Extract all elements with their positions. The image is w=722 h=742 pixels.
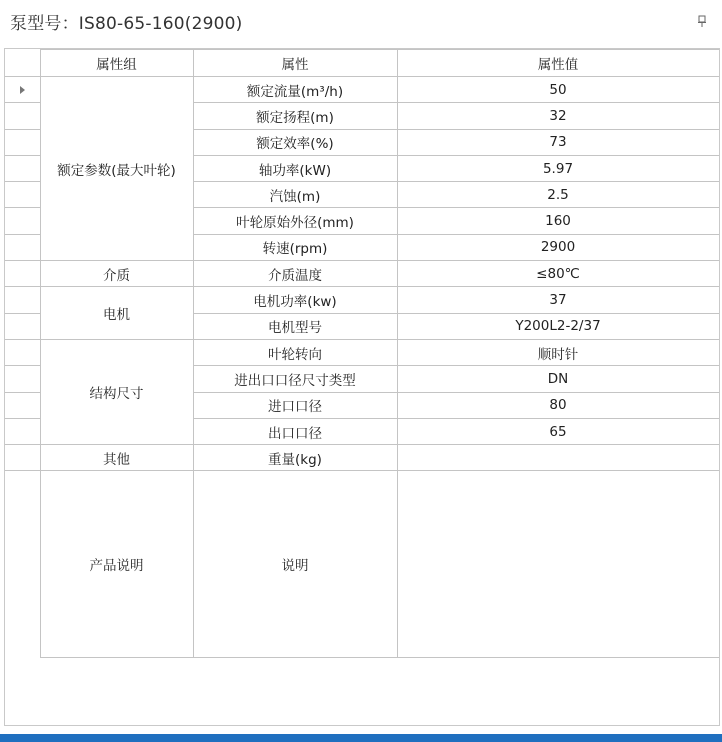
row-header[interactable]	[5, 366, 40, 392]
group-cell[interactable]: 额定参数(最大叶轮)	[40, 77, 193, 261]
column-header-value[interactable]: 属性值	[397, 50, 719, 77]
row-header[interactable]	[5, 287, 40, 313]
pin-icon[interactable]	[693, 12, 711, 30]
attribute-cell[interactable]: 电机功率(kw)	[193, 287, 397, 313]
attribute-cell[interactable]: 重量(kg)	[193, 445, 397, 471]
row-header[interactable]	[5, 182, 40, 208]
attribute-cell[interactable]: 轴功率(kW)	[193, 155, 397, 181]
row-header[interactable]	[5, 103, 40, 129]
value-cell[interactable]: DN	[397, 366, 719, 392]
attribute-cell[interactable]: 叶轮原始外径(mm)	[193, 208, 397, 234]
value-cell[interactable]: 2900	[397, 234, 719, 260]
row-header[interactable]	[5, 208, 40, 234]
attribute-cell[interactable]: 电机型号	[193, 313, 397, 339]
value-cell[interactable]	[397, 445, 719, 471]
attribute-cell[interactable]: 额定扬程(m)	[193, 103, 397, 129]
group-cell[interactable]: 结构尺寸	[40, 339, 193, 444]
attribute-cell[interactable]: 转速(rpm)	[193, 234, 397, 260]
table-row[interactable]	[5, 261, 719, 287]
attribute-cell[interactable]: 额定效率(%)	[193, 129, 397, 155]
row-header[interactable]	[5, 261, 40, 287]
value-cell[interactable]: 37	[397, 287, 719, 313]
row-header[interactable]	[5, 129, 40, 155]
current-row-indicator-icon	[20, 86, 25, 94]
attribute-cell[interactable]: 汽蚀(m)	[193, 182, 397, 208]
value-cell[interactable]: 160	[397, 208, 719, 234]
group-cell[interactable]: 其他	[40, 445, 193, 471]
value-cell[interactable]: 32	[397, 103, 719, 129]
value-cell[interactable]: 65	[397, 418, 719, 444]
table-row[interactable]	[5, 339, 719, 365]
value-cell[interactable]: 2.5	[397, 182, 719, 208]
attribute-cell[interactable]: 介质温度	[193, 261, 397, 287]
value-cell[interactable]: ≤80℃	[397, 261, 719, 287]
row-header[interactable]	[5, 445, 40, 471]
value-cell[interactable]: Y200L2-2/37	[397, 313, 719, 339]
table-row[interactable]	[5, 287, 719, 313]
table-row[interactable]	[5, 471, 719, 658]
attribute-cell[interactable]: 说明	[193, 471, 397, 658]
group-cell[interactable]: 介质	[40, 261, 193, 287]
value-cell[interactable]: 顺时针	[397, 339, 719, 365]
row-header-corner	[5, 50, 40, 77]
group-cell[interactable]: 产品说明	[40, 471, 193, 658]
property-table	[5, 49, 720, 658]
row-header[interactable]	[5, 234, 40, 260]
panel-header	[0, 0, 722, 42]
attribute-cell[interactable]: 叶轮转向	[193, 339, 397, 365]
value-cell[interactable]: 50	[397, 77, 719, 103]
row-header[interactable]	[5, 313, 40, 339]
column-header-attribute[interactable]: 属性	[193, 50, 397, 77]
bottom-accent-bar	[0, 734, 722, 742]
property-grid	[4, 48, 720, 726]
row-header[interactable]	[5, 155, 40, 181]
value-cell[interactable]	[397, 471, 719, 658]
row-header[interactable]	[5, 339, 40, 365]
attribute-cell[interactable]: 进口口径	[193, 392, 397, 418]
group-cell[interactable]: 电机	[40, 287, 193, 340]
table-row[interactable]	[5, 77, 719, 103]
row-header[interactable]	[5, 392, 40, 418]
row-header[interactable]	[5, 471, 40, 658]
attribute-cell[interactable]: 出口口径	[193, 418, 397, 444]
value-cell[interactable]: 5.97	[397, 155, 719, 181]
table-row[interactable]	[5, 445, 719, 471]
attribute-cell[interactable]: 额定流量(m³/h)	[193, 77, 397, 103]
row-header[interactable]	[5, 418, 40, 444]
header-row	[5, 50, 719, 77]
panel-title: 泵型号：IS80-65-160(2900)	[10, 14, 243, 34]
value-cell[interactable]: 80	[397, 392, 719, 418]
value-cell[interactable]: 73	[397, 129, 719, 155]
attribute-cell[interactable]: 进出口口径尺寸类型	[193, 366, 397, 392]
column-header-group[interactable]: 属性组	[40, 50, 193, 77]
row-header[interactable]	[5, 77, 40, 103]
